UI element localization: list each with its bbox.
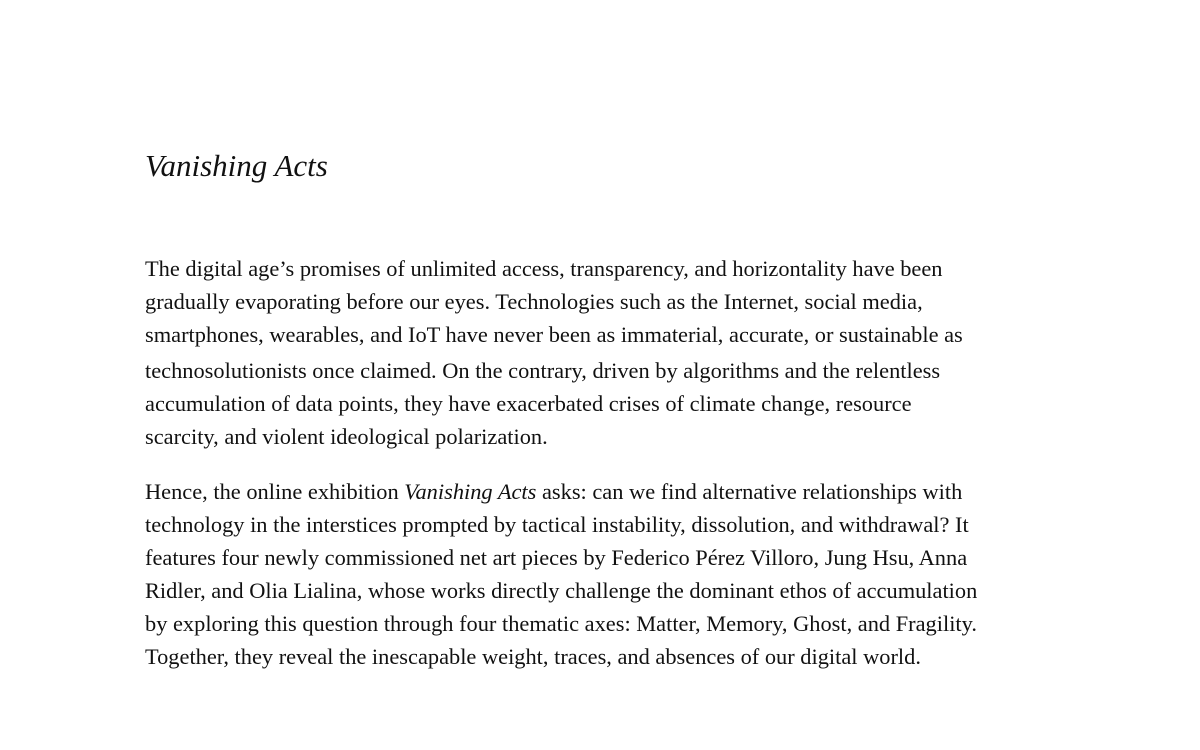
paragraph-line: smartphones, wearables, and IoT have never been as immaterial, accurate, or sustainable as	[145, 322, 963, 347]
paragraph-line: technosolutionists once claimed. On the contrary, driven by algorithms and the relentless	[145, 358, 941, 383]
paragraph-line: Ridler, and Olia Lialina, whose works directly challenge the dominant ethos of accumulation	[145, 578, 978, 603]
paragraph-line: by exploring this question through four thematic axes: Matter, Memory, Ghost, and Fragility.	[145, 611, 977, 636]
exhibition-title-emphasis: Vanishing Acts	[404, 479, 537, 504]
paragraph-intro	[145, 252, 1065, 453]
text-run: asks: can we find alternative relationships with	[536, 479, 963, 504]
paragraph-line	[145, 475, 1065, 508]
paragraph-line: scarcity, and violent ideological polarization.	[145, 424, 548, 449]
paragraph-line: The digital age’s promises of unlimited access, transparency, and horizontality have been	[145, 256, 943, 281]
paragraph-line: gradually evaporating before our eyes. Technologies such as the Internet, social media,	[145, 289, 923, 314]
paragraph-line: Together, they reveal the inescapable weight, traces, and absences of our digital world.	[145, 644, 921, 669]
paragraph-line: technology in the interstices prompted by tactical instability, dissolution, and withdrawal? It	[145, 512, 969, 537]
paragraph-exhibition	[145, 475, 1065, 673]
page-title: Vanishing Acts	[145, 148, 328, 183]
paragraph-line: features four newly commissioned net art pieces by Federico Pérez Villoro, Jung Hsu, Anna	[145, 545, 968, 570]
paragraph-line: accumulation of data points, they have exacerbated crises of climate change, resource	[145, 391, 912, 416]
text-run: Hence, the online exhibition	[145, 479, 405, 504]
